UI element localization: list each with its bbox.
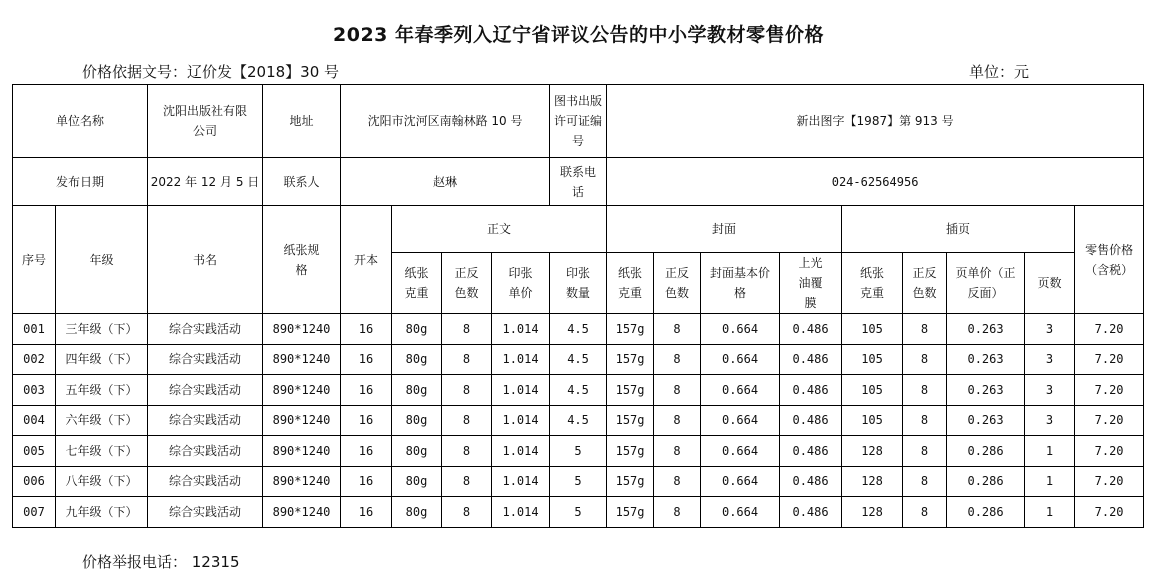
- insert-pages-cell: 3: [1025, 405, 1075, 436]
- license-value: 新出图字【1987】第 913 号: [607, 85, 1144, 158]
- cover-laminate-cell: 0.486: [780, 405, 842, 436]
- cover-base-price-cell: 0.664: [701, 466, 780, 497]
- body-print-price-cell: 1.014: [492, 497, 550, 528]
- body-colors-cell: 8: [442, 314, 492, 345]
- paper-spec-cell: 890*1240: [263, 466, 341, 497]
- insert-pages-cell: 1: [1025, 466, 1075, 497]
- grade-cell: 九年级（下）: [56, 497, 148, 528]
- address-label: 地址: [263, 85, 341, 158]
- book-cell: 综合实践活动: [148, 314, 263, 345]
- insert-colors-cell: 8: [903, 405, 947, 436]
- cover-paper-weight-cell: 157g: [607, 314, 654, 345]
- cover-laminate-cell: 0.486: [780, 344, 842, 375]
- grade-cell: 五年级（下）: [56, 375, 148, 406]
- insert-pages-cell: 1: [1025, 497, 1075, 528]
- seq-cell: 005: [13, 436, 56, 467]
- document-title: 2023 年春季列入辽宁省评议公告的中小学教材零售价格: [333, 24, 824, 46]
- cover-colors-cell: 8: [654, 375, 701, 406]
- header-cover-colors: 正反色数: [654, 253, 701, 314]
- table-row: [13, 375, 1144, 406]
- seq-cell: 006: [13, 466, 56, 497]
- insert-paper-weight-cell: 105: [842, 375, 903, 406]
- table-row: [13, 405, 1144, 436]
- retail-price-cell: 7.20: [1075, 436, 1144, 467]
- header-cover-paper-weight: 纸张克重: [607, 253, 654, 314]
- body-paper-weight-cell: 80g: [392, 375, 442, 406]
- body-print-qty-cell: 4.5: [550, 314, 607, 345]
- paper-spec-cell: 890*1240: [263, 344, 341, 375]
- retail-price-cell: 7.20: [1075, 405, 1144, 436]
- contact-label: 联系人: [263, 158, 341, 206]
- insert-page-price-cell: 0.286: [947, 466, 1025, 497]
- body-colors-cell: 8: [442, 497, 492, 528]
- body-print-qty-cell: 4.5: [550, 344, 607, 375]
- grade-cell: 六年级（下）: [56, 405, 148, 436]
- cover-base-price-cell: 0.664: [701, 375, 780, 406]
- cover-paper-weight-cell: 157g: [607, 344, 654, 375]
- book-cell: 综合实践活动: [148, 405, 263, 436]
- header-body-print-qty: 印张数量: [550, 253, 607, 314]
- insert-colors-cell: 8: [903, 375, 947, 406]
- format-cell: 16: [341, 344, 392, 375]
- body-print-qty-cell: 5: [550, 497, 607, 528]
- seq-cell: 002: [13, 344, 56, 375]
- insert-page-price-cell: 0.286: [947, 436, 1025, 467]
- format-cell: 16: [341, 405, 392, 436]
- insert-page-price-cell: 0.263: [947, 344, 1025, 375]
- cover-colors-cell: 8: [654, 344, 701, 375]
- table-row: [13, 344, 1144, 375]
- cover-paper-weight-cell: 157g: [607, 405, 654, 436]
- insert-paper-weight-cell: 128: [842, 466, 903, 497]
- cover-colors-cell: 8: [654, 405, 701, 436]
- insert-pages-cell: 3: [1025, 375, 1075, 406]
- cover-paper-weight-cell: 157g: [607, 375, 654, 406]
- format-cell: 16: [341, 314, 392, 345]
- table-row: [13, 466, 1144, 497]
- body-print-qty-cell: 5: [550, 466, 607, 497]
- body-print-price-cell: 1.014: [492, 466, 550, 497]
- body-print-price-cell: 1.014: [492, 314, 550, 345]
- unit-name-label: 单位名称: [13, 85, 148, 158]
- body-print-price-cell: 1.014: [492, 436, 550, 467]
- format-cell: 16: [341, 466, 392, 497]
- body-print-price-cell: 1.014: [492, 344, 550, 375]
- cover-base-price-cell: 0.664: [701, 344, 780, 375]
- body-print-price-cell: 1.014: [492, 405, 550, 436]
- price-basis-text: 价格依据文号：辽价发【2018】30 号: [82, 63, 340, 81]
- grade-cell: 八年级（下）: [56, 466, 148, 497]
- report-phone-text: 价格举报电话： 12315: [82, 553, 240, 571]
- grade-cell: 七年级（下）: [56, 436, 148, 467]
- phone-label: 联系电话: [550, 158, 607, 206]
- header-grade: 年级: [56, 206, 148, 314]
- cover-colors-cell: 8: [654, 497, 701, 528]
- header-cover-laminate: 上光油覆膜: [780, 253, 842, 314]
- header-body-print-price: 印张单价: [492, 253, 550, 314]
- insert-colors-cell: 8: [903, 314, 947, 345]
- header-paper-spec: 纸张规格: [263, 206, 341, 314]
- cover-laminate-cell: 0.486: [780, 314, 842, 345]
- paper-spec-cell: 890*1240: [263, 405, 341, 436]
- header-insert-page-price: 页单价（正反面）: [947, 253, 1025, 314]
- release-date-value: 2022 年 12 月 5 日: [148, 158, 263, 206]
- header-insert-colors: 正反色数: [903, 253, 947, 314]
- insert-colors-cell: 8: [903, 436, 947, 467]
- cover-colors-cell: 8: [654, 436, 701, 467]
- header-body-group: 正文: [392, 206, 607, 253]
- format-cell: 16: [341, 497, 392, 528]
- cover-laminate-cell: 0.486: [780, 436, 842, 467]
- insert-paper-weight-cell: 128: [842, 497, 903, 528]
- insert-paper-weight-cell: 105: [842, 314, 903, 345]
- header-seq: 序号: [13, 206, 56, 314]
- header-insert-group: 插页: [842, 206, 1075, 253]
- paper-spec-cell: 890*1240: [263, 375, 341, 406]
- cover-base-price-cell: 0.664: [701, 314, 780, 345]
- header-book: 书名: [148, 206, 263, 314]
- header-format: 开本: [341, 206, 392, 314]
- cover-paper-weight-cell: 157g: [607, 497, 654, 528]
- retail-price-cell: 7.20: [1075, 497, 1144, 528]
- body-print-price-cell: 1.014: [492, 375, 550, 406]
- body-paper-weight-cell: 80g: [392, 436, 442, 467]
- phone-value: 024-62564956: [607, 158, 1144, 206]
- unit-text: 单位：元: [969, 63, 1030, 81]
- insert-colors-cell: 8: [903, 466, 947, 497]
- header-body-paper-weight: 纸张克重: [392, 253, 442, 314]
- seq-cell: 004: [13, 405, 56, 436]
- insert-paper-weight-cell: 105: [842, 405, 903, 436]
- table-row: [13, 436, 1144, 467]
- retail-price-cell: 7.20: [1075, 375, 1144, 406]
- cover-laminate-cell: 0.486: [780, 497, 842, 528]
- seq-cell: 003: [13, 375, 56, 406]
- body-paper-weight-cell: 80g: [392, 497, 442, 528]
- insert-colors-cell: 8: [903, 344, 947, 375]
- cover-colors-cell: 8: [654, 466, 701, 497]
- body-colors-cell: 8: [442, 344, 492, 375]
- book-cell: 综合实践活动: [148, 375, 263, 406]
- body-print-qty-cell: 5: [550, 436, 607, 467]
- header-insert-paper-weight: 纸张克重: [842, 253, 903, 314]
- seq-cell: 007: [13, 497, 56, 528]
- header-cover-base-price: 封面基本价格: [701, 253, 780, 314]
- header-body-colors: 正反色数: [442, 253, 492, 314]
- cover-paper-weight-cell: 157g: [607, 466, 654, 497]
- insert-page-price-cell: 0.286: [947, 497, 1025, 528]
- insert-colors-cell: 8: [903, 497, 947, 528]
- paper-spec-cell: 890*1240: [263, 497, 341, 528]
- header-insert-pages: 页数: [1025, 253, 1075, 314]
- format-cell: 16: [341, 375, 392, 406]
- price-table: [12, 84, 1144, 528]
- insert-page-price-cell: 0.263: [947, 405, 1025, 436]
- cover-laminate-cell: 0.486: [780, 466, 842, 497]
- cover-base-price-cell: 0.664: [701, 497, 780, 528]
- retail-price-cell: 7.20: [1075, 344, 1144, 375]
- release-date-label: 发布日期: [13, 158, 148, 206]
- header-retail: 零售价格（含税）: [1075, 206, 1144, 314]
- insert-page-price-cell: 0.263: [947, 375, 1025, 406]
- body-print-qty-cell: 4.5: [550, 405, 607, 436]
- insert-pages-cell: 1: [1025, 436, 1075, 467]
- retail-price-cell: 7.20: [1075, 314, 1144, 345]
- license-label: 图书出版许可证编号: [550, 85, 607, 158]
- body-colors-cell: 8: [442, 466, 492, 497]
- body-paper-weight-cell: 80g: [392, 344, 442, 375]
- cover-paper-weight-cell: 157g: [607, 436, 654, 467]
- insert-paper-weight-cell: 128: [842, 436, 903, 467]
- address-value: 沈阳市沈河区南翰林路 10 号: [341, 85, 550, 158]
- book-cell: 综合实践活动: [148, 497, 263, 528]
- body-paper-weight-cell: 80g: [392, 314, 442, 345]
- header-cover-group: 封面: [607, 206, 842, 253]
- insert-paper-weight-cell: 105: [842, 344, 903, 375]
- retail-price-cell: 7.20: [1075, 466, 1144, 497]
- cover-base-price-cell: 0.664: [701, 405, 780, 436]
- unit-name-value: 沈阳出版社有限公司: [148, 85, 263, 158]
- cover-colors-cell: 8: [654, 314, 701, 345]
- contact-value: 赵琳: [341, 158, 550, 206]
- grade-cell: 四年级（下）: [56, 344, 148, 375]
- book-cell: 综合实践活动: [148, 344, 263, 375]
- body-colors-cell: 8: [442, 436, 492, 467]
- insert-page-price-cell: 0.263: [947, 314, 1025, 345]
- body-print-qty-cell: 4.5: [550, 375, 607, 406]
- paper-spec-cell: 890*1240: [263, 436, 341, 467]
- body-colors-cell: 8: [442, 375, 492, 406]
- table-row: [13, 314, 1144, 345]
- book-cell: 综合实践活动: [148, 436, 263, 467]
- body-paper-weight-cell: 80g: [392, 466, 442, 497]
- body-paper-weight-cell: 80g: [392, 405, 442, 436]
- cover-laminate-cell: 0.486: [780, 375, 842, 406]
- insert-pages-cell: 3: [1025, 344, 1075, 375]
- paper-spec-cell: 890*1240: [263, 314, 341, 345]
- cover-base-price-cell: 0.664: [701, 436, 780, 467]
- seq-cell: 001: [13, 314, 56, 345]
- grade-cell: 三年级（下）: [56, 314, 148, 345]
- body-colors-cell: 8: [442, 405, 492, 436]
- table-row: [13, 497, 1144, 528]
- format-cell: 16: [341, 436, 392, 467]
- insert-pages-cell: 3: [1025, 314, 1075, 345]
- book-cell: 综合实践活动: [148, 466, 263, 497]
